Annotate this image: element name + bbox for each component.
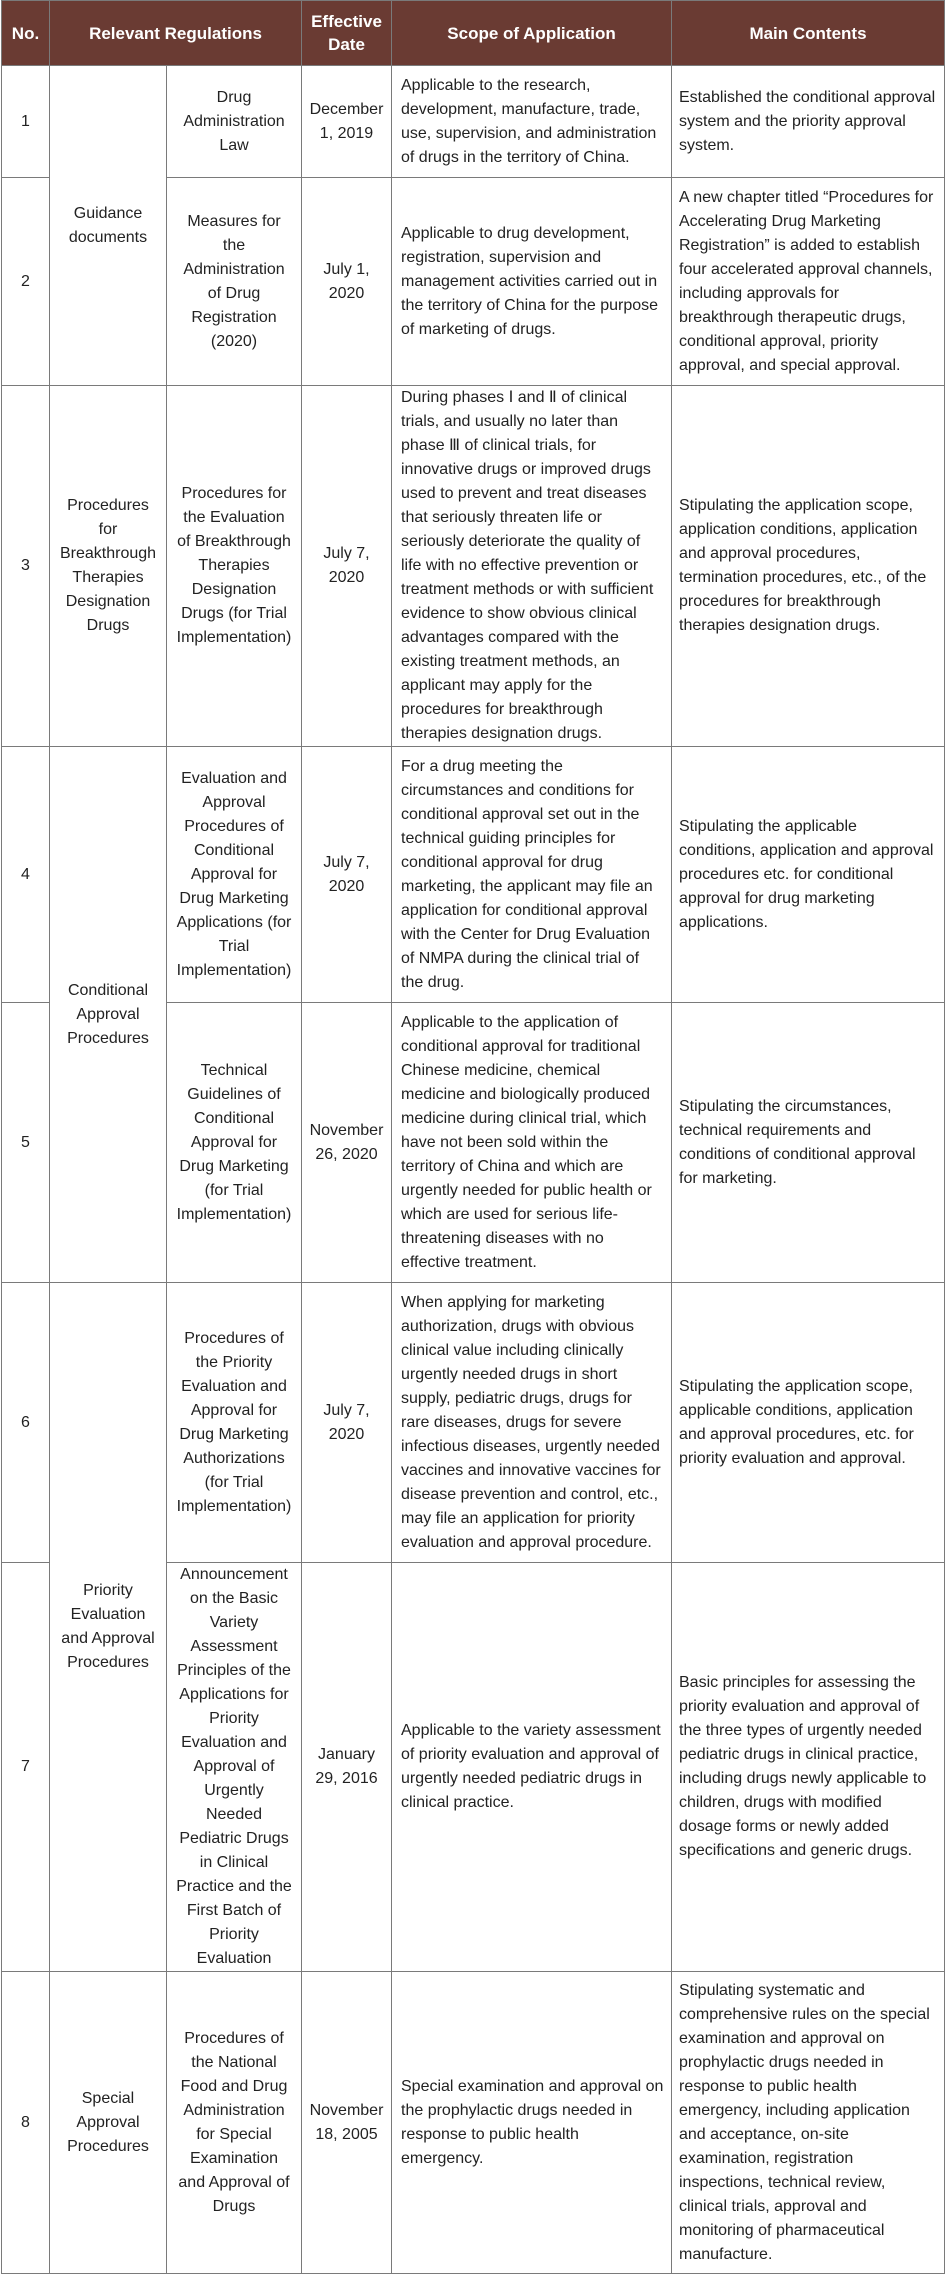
row-number: 7 <box>2 1563 50 1972</box>
regulation-name: Evaluation and Approval Procedures of Conditional Approval for Drug Marketing Applications (for Trial Implementation) <box>167 747 302 1003</box>
category-special-approval: Special Approval Procedures <box>50 1972 167 2274</box>
header-relevant-regulations: Relevant Regulations <box>50 1 302 66</box>
row-number: 2 <box>2 178 50 386</box>
scope-of-application: Applicable to the application of conditional approval for traditional Chinese medicine, chemical medicine and biologically produced medicine during clinical trial, which have not been sold within the territory of China and which are urgently needed for public health or which are used for serious life-threatening diseases with no effective treatment. <box>392 1003 672 1283</box>
regulation-name: Measures for the Administration of Drug Registration (2020) <box>167 178 302 386</box>
scope-of-application: For a drug meeting the circumstances and conditions for conditional approval set out in the technical guiding principles for conditional approval for drug marketing, the applicant may file an application for conditional approval with the Center for Drug Evaluation of NMPA during the clinical trial of the drug. <box>392 747 672 1003</box>
header-no: No. <box>2 1 50 66</box>
table-row <box>2 747 945 1003</box>
main-contents: Stipulating the application scope, applicable conditions, application and approval procedures, etc. for priority evaluation and approval. <box>672 1283 945 1563</box>
main-contents: A new chapter titled “Procedures for Accelerating Drug Marketing Registration” is added to establish four accelerated approval channels, including approvals for breakthrough therapeutic drugs, conditional approval, priority approval, and special approval. <box>672 178 945 386</box>
regulation-name: Drug Administration Law <box>167 66 302 178</box>
main-contents: Established the conditional approval system and the priority approval system. <box>672 66 945 178</box>
row-number: 8 <box>2 1972 50 2274</box>
header-effective-date: Effective Date <box>302 1 392 66</box>
effective-date: December 1, 2019 <box>302 66 392 178</box>
effective-date: July 7, 2020 <box>302 1283 392 1563</box>
scope-of-application: Applicable to drug development, registration, supervision and management activities carried out in the territory of China for the purpose of marketing of drugs. <box>392 178 672 386</box>
main-contents: Stipulating the applicable conditions, application and approval procedures etc. for conditional approval for drug marketing applications. <box>672 747 945 1003</box>
table-row <box>2 66 945 178</box>
header-main-contents: Main Contents <box>672 1 945 66</box>
table-row <box>2 386 945 747</box>
row-number: 5 <box>2 1003 50 1283</box>
header-scope-of-application: Scope of Application <box>392 1 672 66</box>
main-contents: Stipulating the application scope, application conditions, application and approval procedures, termination procedures, etc., of the procedures for breakthrough therapies designation drugs. <box>672 386 945 747</box>
row-number: 4 <box>2 747 50 1003</box>
table-row <box>2 1972 945 2274</box>
effective-date: July 1, 2020 <box>302 178 392 386</box>
effective-date: July 7, 2020 <box>302 747 392 1003</box>
category-breakthrough-therapies: Procedures for Breakthrough Therapies Designation Drugs <box>50 386 167 747</box>
effective-date: January 29, 2016 <box>302 1563 392 1972</box>
row-number: 6 <box>2 1283 50 1563</box>
table-row <box>2 1283 945 1563</box>
main-contents: Stipulating the circumstances, technical requirements and conditions of conditional approval for marketing. <box>672 1003 945 1283</box>
header-row <box>2 1 945 66</box>
regulation-name: Procedures of the Priority Evaluation and Approval for Drug Marketing Authorizations (for Trial Implementation) <box>167 1283 302 1563</box>
effective-date: July 7, 2020 <box>302 386 392 747</box>
regulation-name: Procedures for the Evaluation of Breakthrough Therapies Designation Drugs (for Trial Implementation) <box>167 386 302 747</box>
category-priority-evaluation: Priority Evaluation and Approval Procedures <box>50 1283 167 1972</box>
main-contents: Basic principles for assessing the priority evaluation and approval of the three types of urgently needed pediatric drugs in clinical practice, including drugs newly applicable to children, drugs with modified dosage forms or newly added specifications and generic drugs. <box>672 1563 945 1972</box>
scope-of-application: During phases Ⅰ and Ⅱ of clinical trials, and usually no later than phase Ⅲ of clinical trials, for innovative drugs or improved drugs used to prevent and treat diseases that seriously threaten life or seriously deteriorate the quality of life with no effective prevention or treatment methods or with sufficient evidence to show obvious clinical advantages compared with the existing treatment methods, an applicant may apply for the procedures for breakthrough therapies designation drugs. <box>392 386 672 747</box>
scope-of-application: Applicable to the research, development, manufacture, trade, use, supervision, and administration of drugs in the territory of China. <box>392 66 672 178</box>
row-number: 1 <box>2 66 50 178</box>
regulation-name: Procedures of the National Food and Drug Administration for Special Examination and Approval of Drugs <box>167 1972 302 2274</box>
effective-date: November 18, 2005 <box>302 1972 392 2274</box>
effective-date: November 26, 2020 <box>302 1003 392 1283</box>
regulation-name: Announcement on the Basic Variety Assessment Principles of the Applications for Priority Evaluation and Approval of Urgently Needed Pediatric Drugs in Clinical Practice and the First Batch of Priority Evaluation <box>167 1563 302 1972</box>
main-contents: Stipulating systematic and comprehensive rules on the special examination and approval on prophylactic drugs needed in response to public health emergency, including application and acceptance, on-site examination, registration inspections, technical review, clinical trials, approval and monitoring of pharmaceutical manufacture. <box>672 1972 945 2274</box>
scope-of-application: Applicable to the variety assessment of priority evaluation and approval of urgently needed pediatric drugs in clinical practice. <box>392 1563 672 1972</box>
scope-of-application: Special examination and approval on the prophylactic drugs needed in response to public health emergency. <box>392 1972 672 2274</box>
category-conditional-approval: Conditional Approval Procedures <box>50 747 167 1283</box>
row-number: 3 <box>2 386 50 747</box>
regulations-table <box>1 0 945 2274</box>
category-guidance-documents: Guidance documents <box>50 66 167 386</box>
scope-of-application: When applying for marketing authorization, drugs with obvious clinical value including clinically urgently needed drugs in short supply, pediatric drugs, drugs for rare diseases, drugs for severe infectious diseases, urgently needed vaccines and innovative vaccines for disease prevention and control, etc., may file an application for priority evaluation and approval procedure. <box>392 1283 672 1563</box>
regulation-name: Technical Guidelines of Conditional Approval for Drug Marketing (for Trial Implementation) <box>167 1003 302 1283</box>
